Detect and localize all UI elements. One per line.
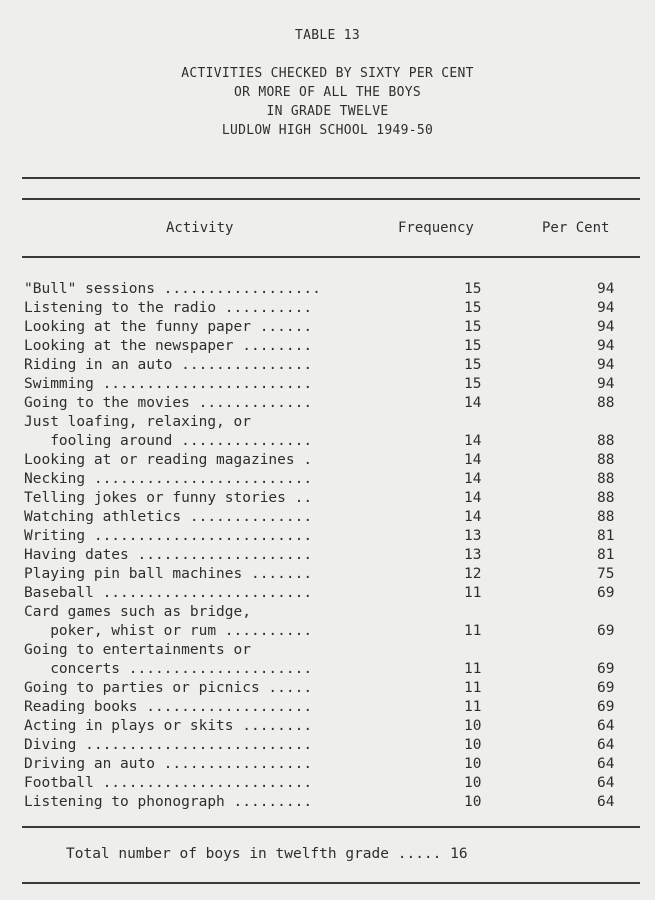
- table-row: [24, 489, 644, 508]
- percent-cell: 69: [597, 585, 615, 601]
- frequency-cell: 14: [464, 509, 482, 525]
- activity-cell: Football ........................: [24, 775, 313, 791]
- percent-cell: 69: [597, 699, 615, 715]
- frequency-cell: 15: [464, 319, 482, 335]
- frequency-cell: 14: [464, 490, 482, 506]
- frequency-cell: 14: [464, 395, 482, 411]
- table-row: [24, 299, 644, 318]
- header-percent: Per Cent: [542, 220, 610, 236]
- activity-cell: Driving an auto .................: [24, 756, 313, 772]
- percent-cell: 69: [597, 623, 615, 639]
- table-row: [24, 394, 644, 413]
- activity-cell: concerts .....................: [24, 661, 313, 677]
- table-row: [24, 337, 644, 356]
- table-row: [24, 641, 644, 660]
- frequency-cell: 14: [464, 433, 482, 449]
- activity-cell: Necking .........................: [24, 471, 313, 487]
- activity-cell: Going to the movies .............: [24, 395, 313, 411]
- activity-cell: Acting in plays or skits ........: [24, 718, 313, 734]
- percent-cell: 94: [597, 319, 615, 335]
- frequency-cell: 11: [464, 623, 482, 639]
- table-row: [24, 622, 644, 641]
- frequency-cell: 10: [464, 775, 482, 791]
- frequency-cell: 10: [464, 756, 482, 772]
- frequency-cell: 10: [464, 737, 482, 753]
- percent-cell: 94: [597, 338, 615, 354]
- header-frequency: Frequency: [398, 220, 474, 236]
- activity-cell: Listening to phonograph .........: [24, 794, 313, 810]
- frequency-cell: 15: [464, 338, 482, 354]
- table-row: [24, 508, 644, 527]
- table-row: [24, 698, 644, 717]
- table-row: [24, 451, 644, 470]
- activity-cell: Looking at or reading magazines .: [24, 452, 313, 468]
- frequency-cell: 15: [464, 376, 482, 392]
- percent-cell: 88: [597, 452, 615, 468]
- frequency-cell: 11: [464, 661, 482, 677]
- table-row: [24, 717, 644, 736]
- bottom-rule: [22, 826, 640, 828]
- top-rule-1: [22, 177, 640, 179]
- table-row: [24, 793, 644, 812]
- frequency-cell: 10: [464, 718, 482, 734]
- activity-cell: Swimming ........................: [24, 376, 313, 392]
- frequency-cell: 15: [464, 281, 482, 297]
- activity-cell: Going to parties or picnics .....: [24, 680, 313, 696]
- activity-cell: "Bull" sessions ..................: [24, 281, 321, 297]
- table-row: [24, 584, 644, 603]
- activity-cell: Playing pin ball machines .......: [24, 566, 313, 582]
- percent-cell: 64: [597, 775, 615, 791]
- activity-cell: Watching athletics ..............: [24, 509, 313, 525]
- percent-cell: 64: [597, 718, 615, 734]
- activity-cell: fooling around ...............: [24, 433, 313, 449]
- percent-cell: 94: [597, 281, 615, 297]
- activity-cell: Looking at the newspaper ........: [24, 338, 313, 354]
- percent-cell: 88: [597, 471, 615, 487]
- table-row: [24, 413, 644, 432]
- percent-cell: 94: [597, 357, 615, 373]
- frequency-cell: 15: [464, 357, 482, 373]
- activity-cell: Telling jokes or funny stories ..: [24, 490, 313, 506]
- activity-cell: Going to entertainments or: [24, 642, 251, 658]
- activity-cell: Card games such as bridge,: [24, 604, 251, 620]
- percent-cell: 75: [597, 566, 615, 582]
- frequency-cell: 12: [464, 566, 482, 582]
- percent-cell: 94: [597, 300, 615, 316]
- header-activity: Activity: [166, 220, 234, 236]
- footer-rule: [22, 882, 640, 884]
- table-row: [24, 546, 644, 565]
- percent-cell: 64: [597, 756, 615, 772]
- table-title-line-4: LUDLOW HIGH SCHOOL 1949-50: [221, 123, 434, 138]
- frequency-cell: 11: [464, 585, 482, 601]
- table-row: [24, 603, 644, 622]
- frequency-cell: 14: [464, 452, 482, 468]
- activity-cell: Riding in an auto ...............: [24, 357, 313, 373]
- total-line: Total number of boys in twelfth grade ..... 16: [66, 846, 468, 862]
- percent-cell: 88: [597, 490, 615, 506]
- table-number: TABLE 13: [294, 28, 360, 43]
- percent-cell: 64: [597, 737, 615, 753]
- frequency-cell: 11: [464, 680, 482, 696]
- table-row: [24, 660, 644, 679]
- percent-cell: 64: [597, 794, 615, 810]
- activity-cell: Writing .........................: [24, 528, 313, 544]
- table-row: [24, 280, 644, 299]
- percent-cell: 94: [597, 376, 615, 392]
- table-row: [24, 774, 644, 793]
- top-rule-2: [22, 198, 640, 200]
- table-row: [24, 432, 644, 451]
- frequency-cell: 14: [464, 471, 482, 487]
- table-row: [24, 736, 644, 755]
- activity-cell: Having dates ....................: [24, 547, 313, 563]
- percent-cell: 81: [597, 547, 615, 563]
- table-row: [24, 755, 644, 774]
- percent-cell: 69: [597, 680, 615, 696]
- table-row: [24, 356, 644, 375]
- percent-cell: 88: [597, 433, 615, 449]
- activity-cell: Listening to the radio ..........: [24, 300, 313, 316]
- table-row: [24, 565, 644, 584]
- table-title-line-3: IN GRADE TWELVE: [266, 104, 389, 119]
- activity-cell: poker, whist or rum ..........: [24, 623, 313, 639]
- activity-cell: Baseball ........................: [24, 585, 313, 601]
- activity-cell: Just loafing, relaxing, or: [24, 414, 251, 430]
- table-row: [24, 470, 644, 489]
- table-row: [24, 527, 644, 546]
- percent-cell: 81: [597, 528, 615, 544]
- percent-cell: 88: [597, 509, 615, 525]
- percent-cell: 69: [597, 661, 615, 677]
- table-row: [24, 375, 644, 394]
- table-row: [24, 318, 644, 337]
- table-row: [24, 679, 644, 698]
- table-title-line-1: ACTIVITIES CHECKED BY SIXTY PER CENT: [181, 66, 474, 81]
- frequency-cell: 13: [464, 547, 482, 563]
- activity-cell: Looking at the funny paper ......: [24, 319, 313, 335]
- header-rule: [22, 256, 640, 258]
- frequency-cell: 15: [464, 300, 482, 316]
- activity-cell: Diving ..........................: [24, 737, 313, 753]
- frequency-cell: 10: [464, 794, 482, 810]
- frequency-cell: 11: [464, 699, 482, 715]
- frequency-cell: 13: [464, 528, 482, 544]
- percent-cell: 88: [597, 395, 615, 411]
- activity-cell: Reading books ...................: [24, 699, 313, 715]
- table-title-line-2: OR MORE OF ALL THE BOYS: [234, 85, 421, 100]
